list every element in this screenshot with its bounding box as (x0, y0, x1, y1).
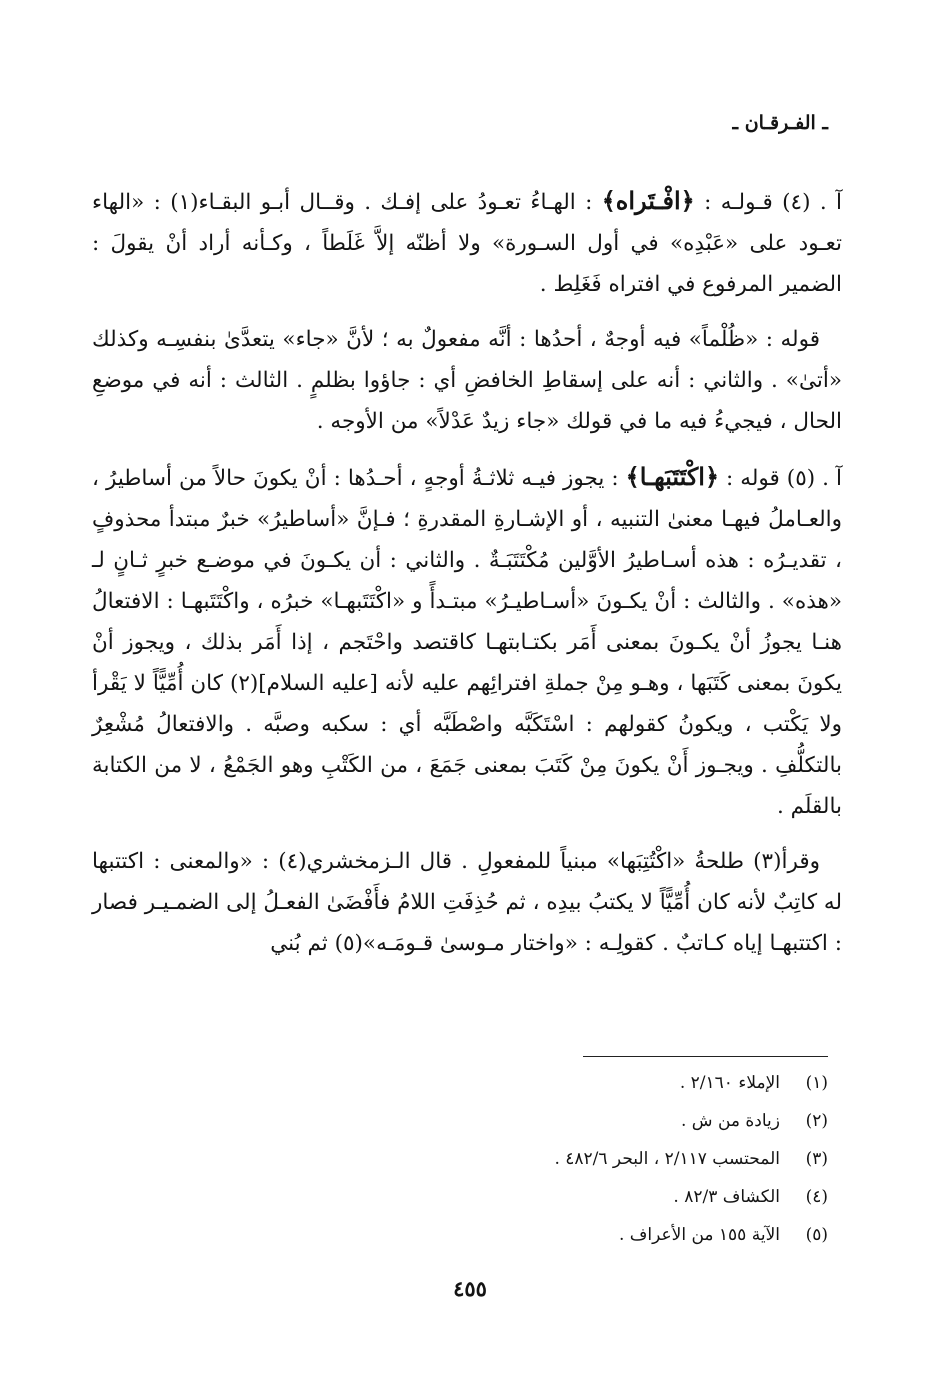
footnote-number: (٥) (805, 1225, 828, 1245)
footnote-number: (٤) (805, 1187, 828, 1207)
quranic-word: ﴿افْـتَراه﴾ (601, 186, 695, 215)
paragraph-1 (92, 180, 842, 305)
footnote-text: زيادة من ش . (680, 1111, 780, 1131)
paragraph-3 (92, 456, 842, 827)
page-number: ٤٥٥ (453, 1276, 487, 1301)
main-text (92, 180, 842, 978)
footnote-item (268, 1064, 828, 1102)
footnotes (268, 1064, 828, 1254)
footnote-text: الكشاف ٨٢/٣ . (673, 1187, 780, 1207)
quranic-word: ﴿اكْتَتَبَهـا﴾ (625, 462, 720, 491)
footnote-text: المحتسب ٢/١١٧ ، البحر ٤٨٢/٦ . (554, 1149, 780, 1169)
footnote-item (268, 1216, 828, 1254)
footnote-number: (٢) (805, 1111, 828, 1131)
footnote-text: الآية ١٥٥ من الأعراف . (618, 1225, 780, 1245)
footnote-number: (٣) (805, 1149, 828, 1169)
footnote-number: (١) (805, 1073, 828, 1093)
footnote-text: الإملاء ٢/١٦٠ . (679, 1073, 780, 1093)
entry-label: آ . (٤) قـولـه : (694, 190, 842, 215)
paragraph-4: وقرأ(٣) طلحةُ «اكْتُتِبَها» مبنياً للمفعولِ . قال الـزمخشري(٤) : «والمعنى : اكتتبها له كاتِبٌ لأنه كان أُمِّيًّاً لا يكتبُ بيدِه ، ثم حُذِفَتِ اللامُ فأَفْضَىٰ الفعـلُ إلى الضمـيـر فصار : اكتتبهـا إياه كـاتبٌ . كقولِـه : «واختار مـوسىٰ قـومَـه»(٥) ثم بُني (92, 849, 842, 956)
footnote-item (268, 1102, 828, 1140)
paragraph-2: قوله : «ظُلْماً» فيه أوجهٌ ، أحدُها : أنَّه مفعولٌ به ؛ لأنَّ «جاء» يتعدَّىٰ بنفسِـه وكذلك «أتىٰ» . والثاني : أنه على إسقاطِ الخافضِ أي : جاؤوا بظلمٍ . الثالث : أنه في موضعِ الحال ، فيجيءُ فيه ما في قولك «جاء زيدٌ عَدْلاً» من الأوجه . (92, 327, 842, 434)
entry-label: آ . (٥) قوله : (719, 466, 842, 491)
footnote-item (268, 1140, 828, 1178)
paragraph-text: : يجوز فيـه ثلاثـةُ أوجهٍ ، أحـدُها : أنْ يكونَ حالاً من أساطيرُ ، والعـاملُ فيهـا معنىٰ التنبيه ، أو الإشـارةِ المقدرةِ ؛ فـإنَّ «أساطيرُ» خبرٌ مبتدأ محذوفٍ ، تقديـرُه : هذه أسـاطيرُ الأوَّلين مُكْتَتَبَـةٌ . والثاني : أن يكـونَ في موضـع خبرٍ ثـانٍ لـ «هذه» . والثالث : أنْ يكـونَ «أسـاطيـرُ» مبتـدأً و «اكْتَتَبهـا» خبرُه ، واكْتَتَبهـا : الافتعالُ هنـا يجوزُ أنْ يكـونَ بمعنى أَمَر بكتـابتهـا كاقتصد واحْتَجم ، إذا أَمَر بذلك ، ويجوز أنْ يكونَ بمعنى كَتَبَها ، وهـو مِنْ جملةِ افترائِهم عليه لأنه [عليه السلام](٢) كان أُمِّيًّاً لا يَقْرأ ولا يَكْتب ، ويكونُ كقولهم : اسْتَكَبَّه واصْطَبَّه أي : سكبه وصبَّه . والافتعالُ مُشْعِرٌ بالتكلُّفِ . ويجـوز أَنْ يكونَ مِنْ كَتَبَ بمعنى جَمَعَ ، من الكَتْبِ وهو الجَمْعُ ، لا من الكتابة بالقلَم . (92, 466, 842, 819)
footnote-divider (583, 1056, 828, 1057)
running-header: ـ الفـرقـان ـ (732, 112, 828, 134)
paragraph-text: : الهـاءُ تعـودُ على إفـك . وقــال أبـو البقـاء(١) : «الهاء تعـود على «عَبْدِه» في أول السـورة» ولا أظنّه إلاَّ غَلَطاً ، وكـأنه أراد أنْ يقولَ : الضمير المرفوع في افتراه فَغَلِط . (92, 190, 842, 297)
footnote-item (268, 1178, 828, 1216)
